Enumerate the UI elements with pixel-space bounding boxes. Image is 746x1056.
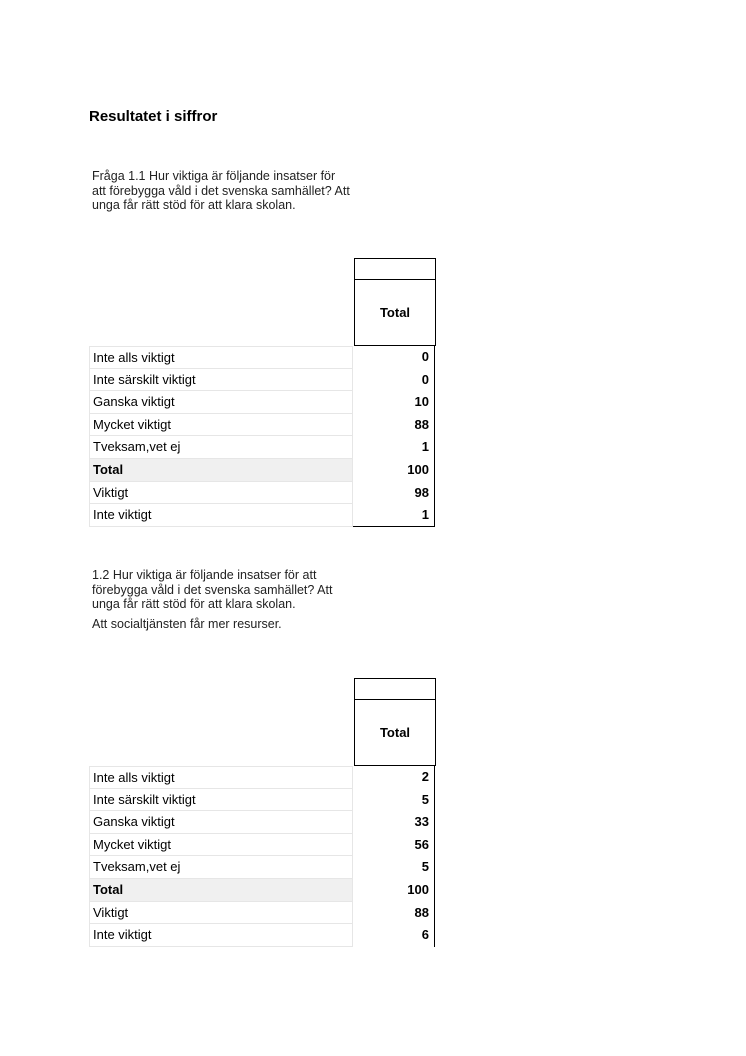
row-value: 0 <box>353 369 435 392</box>
row-label: Ganska viktigt <box>89 391 353 414</box>
row-label: Total <box>89 879 353 902</box>
total-header-label: Total <box>379 305 411 320</box>
page-title: Resultatet i siffror <box>89 108 218 125</box>
row-value: 100 <box>353 459 435 482</box>
table-row <box>89 391 437 414</box>
header-top-cell <box>355 259 435 280</box>
table-body <box>89 346 437 527</box>
table-row <box>89 924 437 947</box>
table-row <box>89 436 437 459</box>
row-label: Inte särskilt viktigt <box>89 369 353 392</box>
row-label: Inte alls viktigt <box>89 766 353 789</box>
table-row <box>89 414 437 437</box>
table-row <box>89 369 437 392</box>
question-subtext: Att socialtjänsten får mer resurser. <box>92 616 282 631</box>
row-value: 2 <box>353 766 435 789</box>
table-row <box>89 789 437 812</box>
row-value: 56 <box>353 834 435 857</box>
question-text: Fråga 1.1 Hur viktiga är följande insatser för att förebygga våld i det svenska samhället? Att unga får rätt stöd för att klara skolan. <box>92 169 350 212</box>
row-label: Viktigt <box>89 482 353 505</box>
table-row <box>89 346 437 369</box>
row-value: 10 <box>353 391 435 414</box>
row-value: 88 <box>353 414 435 437</box>
table-row-total <box>89 879 437 902</box>
table-header <box>89 678 437 766</box>
row-value: 0 <box>353 346 435 369</box>
table-row <box>89 856 437 879</box>
row-label: Mycket viktigt <box>89 834 353 857</box>
table-row <box>89 834 437 857</box>
table-row <box>89 902 437 925</box>
row-label: Ganska viktigt <box>89 811 353 834</box>
row-value: 1 <box>353 504 435 527</box>
row-value: 5 <box>353 789 435 812</box>
total-column-header <box>354 678 436 766</box>
row-value: 6 <box>353 924 435 947</box>
row-value: 33 <box>353 811 435 834</box>
row-label: Viktigt <box>89 902 353 925</box>
question-1-1 <box>92 169 352 213</box>
table-row <box>89 482 437 505</box>
header-top-cell <box>355 679 435 700</box>
total-header-label: Total <box>379 725 411 740</box>
row-value: 1 <box>353 436 435 459</box>
total-column-header <box>354 258 436 346</box>
question-text: 1.2 Hur viktiga är följande insatser för att förebygga våld i det svenska samhället? Att unga får rätt stöd för att klara skolan. <box>92 568 333 611</box>
row-label: Tveksam,vet ej <box>89 856 353 879</box>
row-label: Inte viktigt <box>89 504 353 527</box>
table-row <box>89 504 437 527</box>
table-row <box>89 811 437 834</box>
table-body <box>89 766 437 947</box>
row-label: Tveksam,vet ej <box>89 436 353 459</box>
table-row <box>89 766 437 789</box>
table-header <box>89 258 437 346</box>
row-label: Inte särskilt viktigt <box>89 789 353 812</box>
results-table-2 <box>89 678 437 947</box>
row-value: 100 <box>353 879 435 902</box>
row-value: 98 <box>353 482 435 505</box>
row-label: Total <box>89 459 353 482</box>
question-1-2 <box>92 568 352 631</box>
row-label: Mycket viktigt <box>89 414 353 437</box>
row-value: 5 <box>353 856 435 879</box>
row-label: Inte alls viktigt <box>89 346 353 369</box>
row-label: Inte viktigt <box>89 924 353 947</box>
row-value: 88 <box>353 902 435 925</box>
results-table-1 <box>89 258 437 527</box>
table-row-total <box>89 459 437 482</box>
